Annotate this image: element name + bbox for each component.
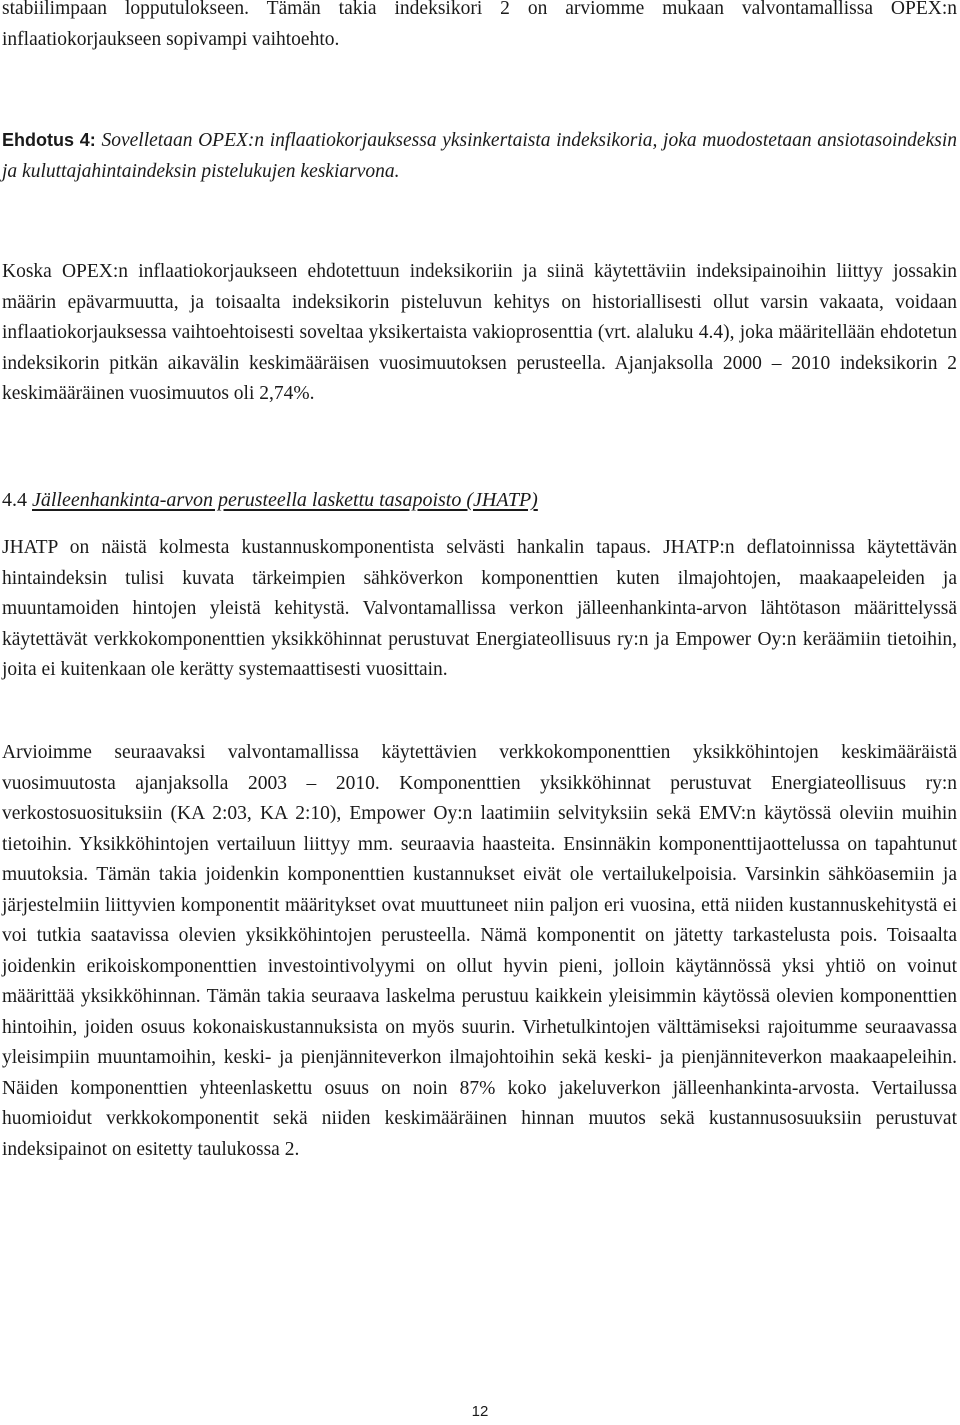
intro-paragraph: stabiilimpaan lopputulokseen. Tämän takia indeksikori 2 on arviomme mukaan valvontamallissa OPEX:n inflaatiokorjaukseen sopivampi vaihtoehto. bbox=[2, 0, 957, 50]
proposal-paragraph bbox=[2, 125, 957, 187]
proposal-text: Sovelletaan OPEX:n inflaatiokorjauksessa yksinkertaista indeksikoria, joka muodostetaan ansiotasoindeksin ja kuluttajahintaindeksin pistelukujen keskiarvona. bbox=[2, 130, 957, 182]
page-number: 12 bbox=[471, 1403, 489, 1420]
paragraph-koska: Koska OPEX:n inflaatiokorjaukseen ehdotettuun indeksikoriin ja siinä käytettäviin indeksipainoihin liittyy jossakin määrin epävarmuutta, ja toisaalta indeksikorin pisteluvun kehitys on historiallisesti ollut varsin vakaata, voidaan inflaatiokorjauksessa vaihtoehtoisesti soveltaa yksikertaista vakioprosenttia (vrt. alaluku 4.4), joka määritellään ehdotetun indeksikorin pitkän aikavälin keskimääräisen vuosimuutoksen perusteella. Ajanjaksolla 2000 – 2010 indeksikorin 2 keskimääräinen vuosimuutos oli 2,74%. bbox=[2, 261, 957, 404]
section-number: 4.4 bbox=[2, 489, 32, 511]
paragraph-jhatp: JHATP on näistä kolmesta kustannuskomponentista selvästi hankalin tapaus. JHATP:n deflatoinnissa käytettävän hintaindeksin tulisi kuvata tärkeimpien sähköverkon komponenttien kuten ilmajohtojen, maakaapeleiden ja muuntamoiden hintojen yleistä kehitystä. Valvontamallissa verkon jälleenhankinta-arvon lähtötason määrittelyssä käytettävät verkkokomponenttien yksikköhinnat perustuvat Energiateollisuus ry:n ja Empower Oy:n keräämiin tietoihin, joita ei kuitenkaan ole kerätty systemaattisesti vuosittain. bbox=[2, 537, 957, 680]
section-title: Jälleenhankinta-arvon perusteella laskettu tasapoisto (JHATP) bbox=[32, 489, 538, 511]
proposal-lead: Ehdotus 4 bbox=[2, 130, 90, 150]
proposal-colon: : bbox=[89, 130, 102, 150]
paragraph-arvioimme: Arvioimme seuraavaksi valvontamallissa käytettävien verkkokomponenttien yksikköhintojen keskimääräistä vuosimuutosta ajanjaksolla 2003 – 2010. Komponenttien yksikköhinnat perustuvat Energiateollisuus ry:n verkostosuosituksiin (KA 2:03, KA 2:10), Empower Oy:n laatimiin selvityksiin sekä EMV:n käytössä oleviin muihin tietoihin. Yksikköhintojen vertailuun liittyy mm. seuraavia haasteita. Ensinnäkin komponenttijaottelussa on tapahtunut muutoksia. Tämän takia joidenkin komponenttien kustannukset eivät ole vertailukelpoisia. Varsinkin sähköasemiin ja järjestelmiin liittyvien komponentit määritykset ovat muuttuneet niin paljon eri vuosina, että niiden kustannuskehitystä ei voi tutkia saatavissa olevien yksikköhintojen perusteella. Nämä komponentit on jätetty tarkastelusta pois. Toisaalta joidenkin erikoiskomponenttien investointivolyymi on ollut hyvin pieni, jolloin käytännössä yksi yhtiö on voinut määrittää yksikköhinnan. Tämän takia seuraava laskelma perustuu kaikkein yleisimmin käytössä olevien komponenttien hintoihin, joiden osuus kokonaiskustannuksista on myös suurin. Virhetulkintojen välttämiseksi rajoitumme seuraavassa yleisimpiin muuntamoihin, keski- ja pienjänniteverkon ilmajohtoihin sekä keski- ja pienjänniteverkon maakaapeleihin. Näiden komponenttien yhteenlaskettu osuus on noin 87% koko jakeluverkon jälleenhankinta-arvosta. Vertailussa huomioidut verkkokomponentit sekä niiden keskimääräinen hinnan muutos sekä kustannusosuuksiin perustuvat indeksipainot on esitetty taulukossa 2. bbox=[2, 742, 957, 1160]
section-heading bbox=[2, 485, 957, 515]
